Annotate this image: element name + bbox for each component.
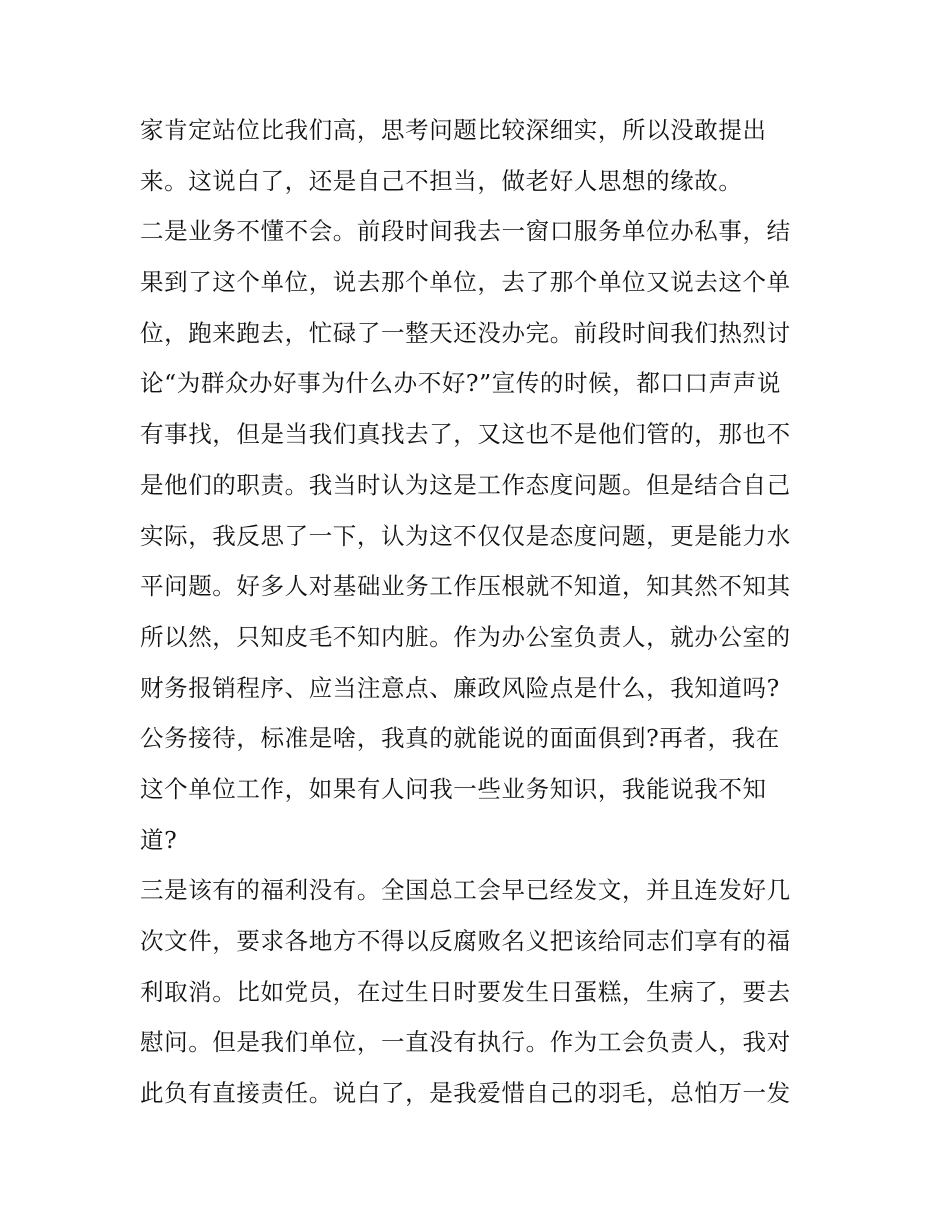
document-body	[140, 105, 820, 1119]
text-line: 公务接待，标准是啥，我真的就能说的面面俱到?再者，我在	[140, 724, 780, 753]
text-line: 实际，我反思了一下，认为这不仅仅是态度问题，更是能力水	[140, 521, 791, 550]
text-line: 平问题。好多人对基础业务工作压根就不知道，知其然不知其	[140, 572, 791, 601]
text-line: 果到了这个单位，说去那个单位，去了那个单位又说去这个单	[140, 268, 791, 297]
text-line: 家肯定站位比我们高，思考问题比较深细实，所以没敢提出	[140, 116, 767, 144]
text-line: 这个单位工作，如果有人问我一些业务知识，我能说我不知	[140, 774, 767, 803]
text-line: 二是业务不懂不会。前段时间我去一窗口服务单位办私事，结	[140, 217, 791, 246]
text-line: 论“为群众办好事为什么办不好?”宣传的时候，都口口声声说	[140, 369, 781, 398]
text-line: 三是该有的福利没有。全国总工会早已经发文，并且连发好几	[140, 876, 791, 905]
text-line: 是他们的职责。我当时认为这是工作态度问题。但是结合自己	[140, 470, 791, 499]
text-line: 利取消。比如党员，在过生日时要发生日蛋糕，生病了，要去	[140, 977, 791, 1006]
text-line: 财务报销程序、应当注意点、廉政风险点是什么，我知道吗?	[140, 673, 780, 702]
text-line: 来。这说白了，还是自己不担当，做老好人思想的缘故。	[140, 166, 743, 195]
text-line: 所以然，只知皮毛不知内脏。作为办公室负责人，就办公室的	[140, 622, 791, 651]
text-line: 有事找，但是当我们真找去了，又这也不是他们管的，那也不	[140, 420, 791, 449]
text-line: 慰问。但是我们单位，一直没有执行。作为工会负责人，我对	[140, 1028, 791, 1057]
text-line: 次文件，要求各地方不得以反腐败名义把该给同志们享有的福	[140, 927, 791, 955]
text-line: 位，跑来跑去，忙碌了一整天还没办完。前段时间我们热烈讨	[140, 318, 791, 347]
text-line: 道?	[140, 825, 178, 854]
text-line: 此负有直接责任。说白了，是我爱惜自己的羽毛，总怕万一发	[140, 1079, 791, 1108]
